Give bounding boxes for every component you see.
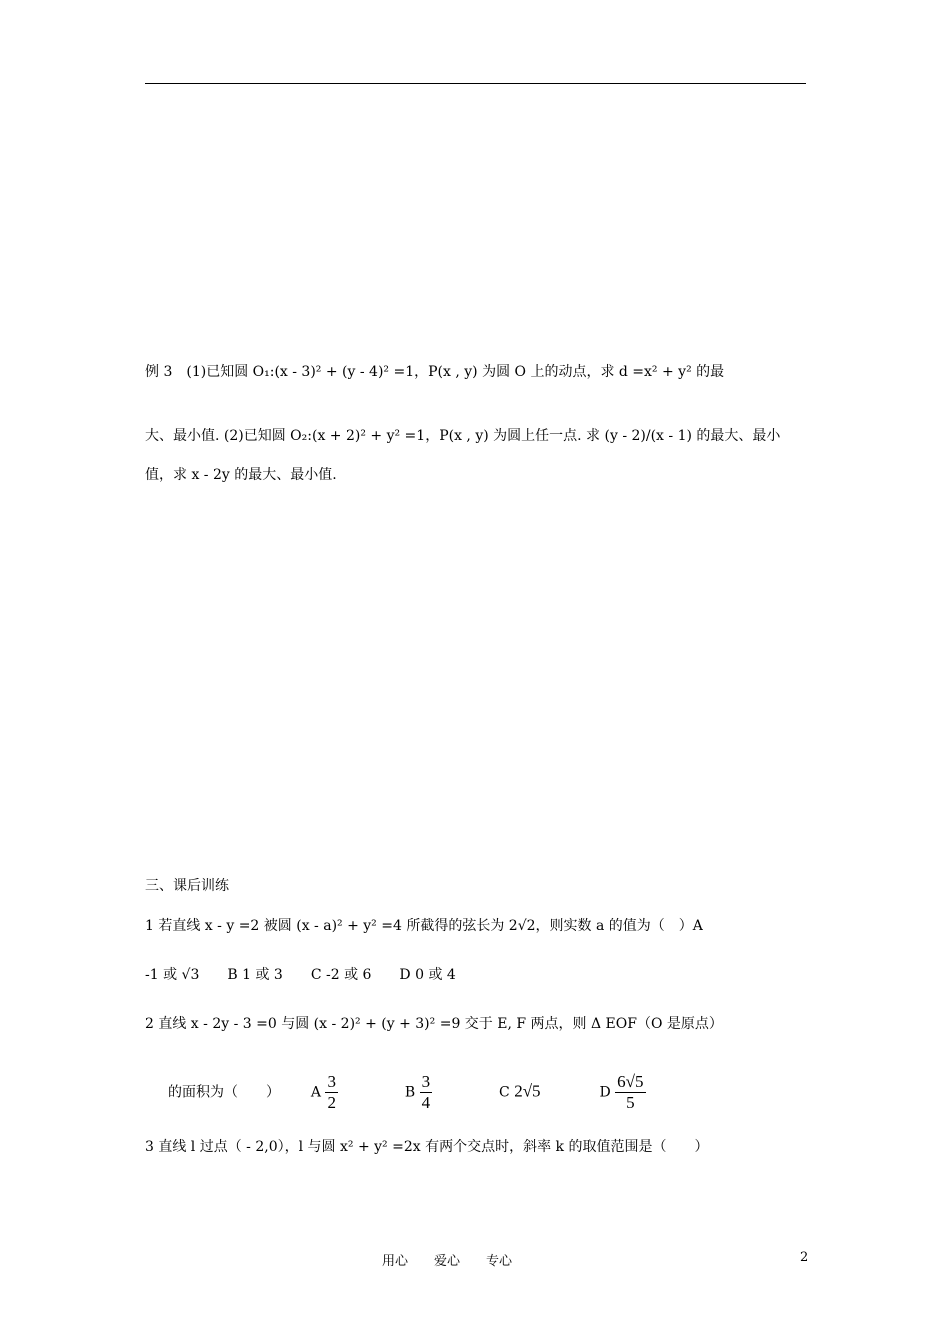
section-title: 三、课后训练 [145, 878, 229, 894]
question-1-options: -1 或 √3 B 1 或 3 C -2 或 6 D 0 或 4 [145, 967, 456, 983]
option-c-label: C [499, 1084, 510, 1101]
page-number: 2 [800, 1250, 809, 1265]
option-a-label: A [310, 1084, 322, 1101]
example3-line1: 例 3 (1)已知圆 O₁:(x - 3)² + (y - 4)² =1，P(x , y) 为圆 O 上的动点，求 d =x² + y² 的最 [145, 364, 725, 380]
option-d-fraction: $\frac{6√5}{5}$ [617, 1072, 644, 1112]
question-1-stem: 1 若直线 x - y =2 被圆 (x - a)² + y² =4 所截得的弦长为 2√2，则实数 a 的值为（ ）A [145, 918, 703, 934]
option-c-value: 2√5 [514, 1081, 541, 1101]
question-2-options [168, 1072, 833, 1113]
example3-line2: 大、最小值. (2)已知圆 O₂:(x + 2)² + y² =1，P(x , y) 为圆上任一点. 求 (y - 2)/(x - 1) 的最大、最小 [145, 428, 781, 444]
header-rule [145, 83, 806, 84]
question-3-stem: 3 直线 l 过点（ - 2,0），l 与圆 x² + y² =2x 有两个交点时，斜率 k 的取值范围是（ ） [145, 1139, 709, 1155]
footer-motto: 用心 爱心 专心 [382, 1254, 513, 1269]
question-2-area-label: 的面积为（ ） [168, 1084, 280, 1101]
option-b-fraction: $\frac{3}{4}$ [421, 1072, 431, 1112]
option-d-label: D [599, 1084, 611, 1101]
option-b-label: B [404, 1084, 416, 1101]
example3-line3: 值，求 x - 2y 的最大、最小值. [145, 467, 337, 483]
question-2-stem: 2 直线 x - 2y - 3 =0 与圆 (x - 2)² + (y + 3)² =9 交于 E, F 两点，则 Δ EOF（O 是原点） [145, 1016, 723, 1032]
option-a-fraction: $\frac{3}{2}$ [327, 1072, 336, 1112]
